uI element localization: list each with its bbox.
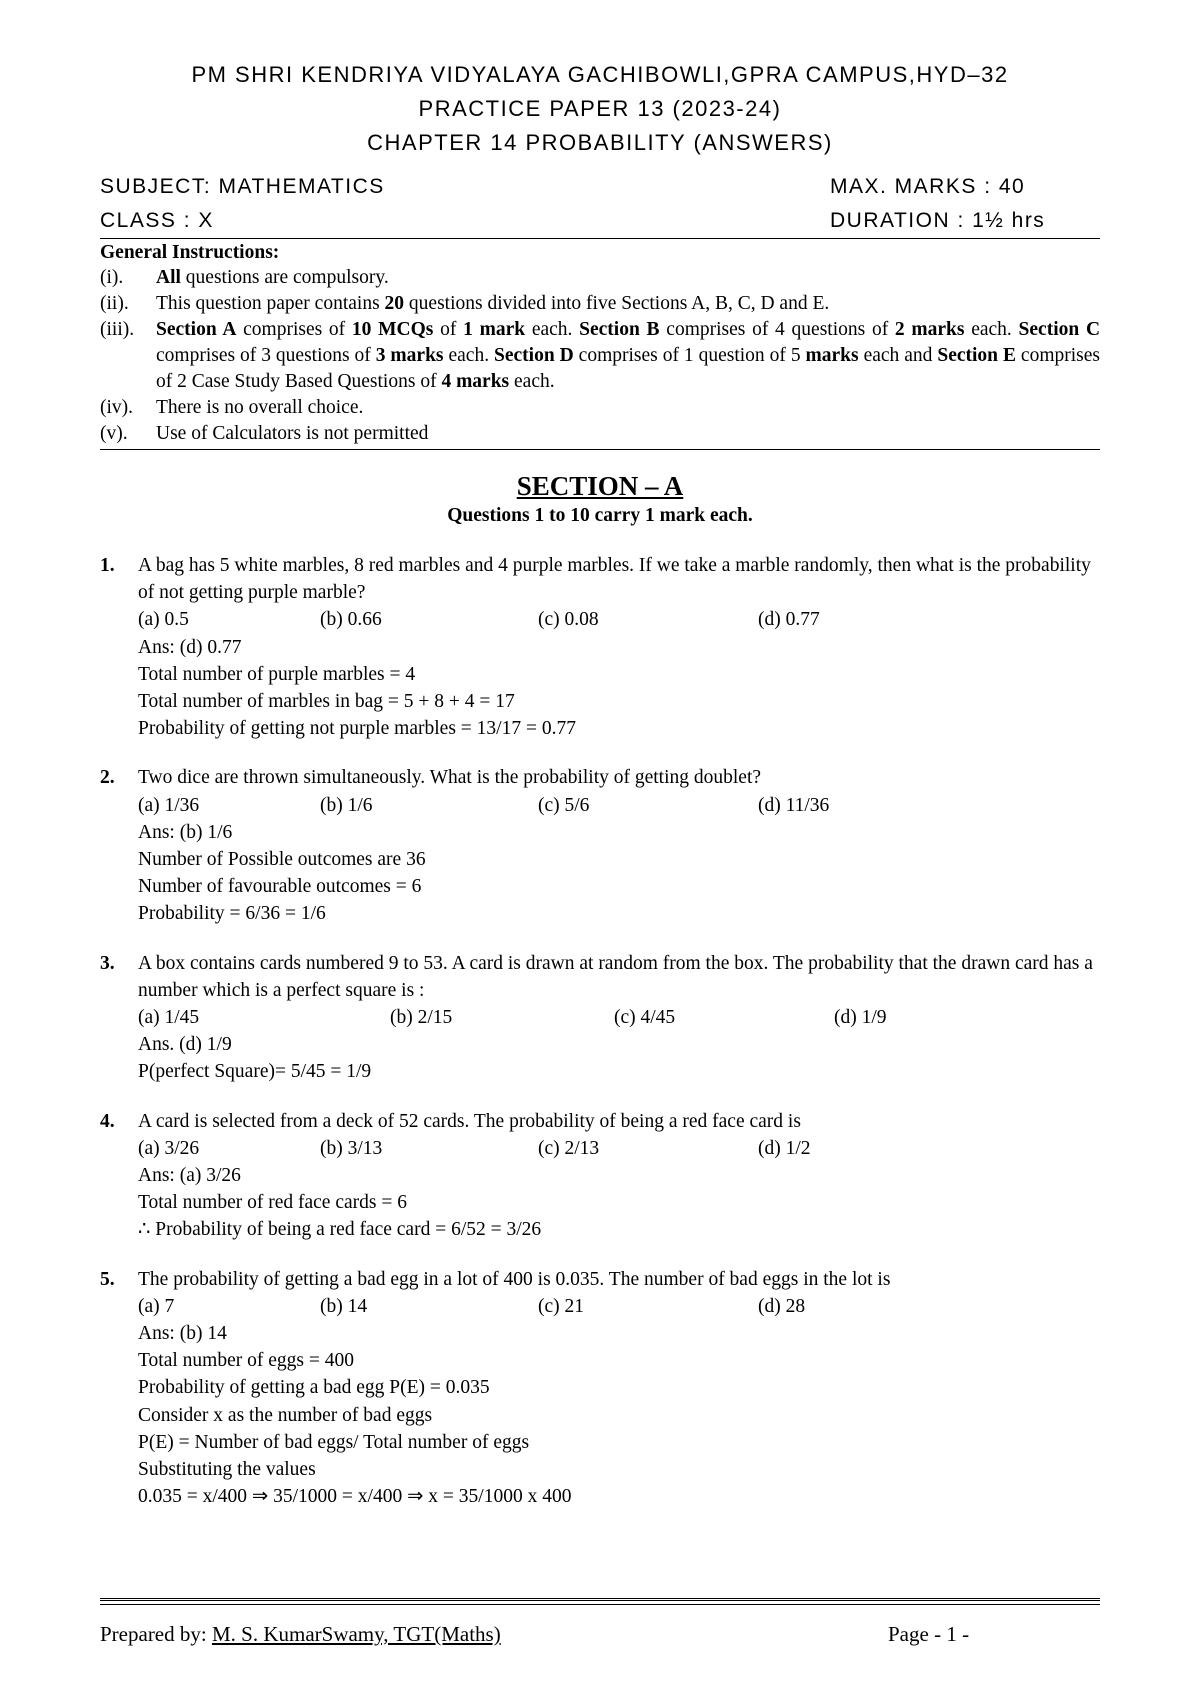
answer-line: Probability of getting a bad egg P(E) = 0.035 xyxy=(138,1377,490,1399)
page-number: Page - 1 - xyxy=(888,1622,970,1646)
option-d: (d) 1/2 xyxy=(758,1137,811,1159)
class-label: CLASS : X xyxy=(100,209,214,232)
option-b: (b) 0.66 xyxy=(320,609,382,631)
answer-line: Probability = 6/36 = 1/6 xyxy=(138,903,326,925)
meta-row-1 xyxy=(100,170,1100,204)
answer-line: Ans: (a) 3/26 xyxy=(138,1165,241,1186)
answer-line: Total number of eggs = 400 xyxy=(138,1350,354,1372)
option-b: (b) 14 xyxy=(320,1295,368,1317)
answer-line: Substituting the values xyxy=(138,1459,316,1481)
option-c: (c) 2/13 xyxy=(538,1137,600,1159)
question-4: 4. A card is selected from a deck of 52 cards. The probability of being a red face card is (a) 3/26 (b) 3/13 (c) 2/13 (d) 1/2 Ans: (a) 3/26 Total number of red face cards = 6 ∴ Probability of being a red face card = 6/52 = 3/26 xyxy=(100,1108,1100,1244)
options-row xyxy=(138,1004,1100,1031)
options-row xyxy=(138,792,1100,819)
option-a: (a) 3/26 xyxy=(138,1137,200,1159)
option-c: (c) 21 xyxy=(538,1295,585,1317)
question-text: The probability of getting a bad egg in a lot of 400 is 0.035. The number of bad eggs in the lot is xyxy=(138,1268,891,1290)
question-text: A bag has 5 white marbles, 8 red marbles and 4 purple marbles. If we take a marble randomly, then what is the probability of not getting purple marble? xyxy=(138,555,1091,604)
answer-line: Number of favourable outcomes = 6 xyxy=(138,876,422,898)
option-c: (c) 0.08 xyxy=(538,609,599,631)
answer-line: 0.035 = x/400 ⇒ 35/1000 = x/400 ⇒ x = 35/1000 x 400 xyxy=(138,1486,572,1508)
question-3: 3. A box contains cards numbered 9 to 53. A card is drawn at random from the box. The probability that the drawn card has a number which is a perfect square is : (a) 1/45 (b) 2/15 (c) 4/45 (d) 1/9 Ans. (d) 1/9 P(perfect Square)= 5/45 = 1/9 xyxy=(100,950,1100,1086)
answer-line: Consider x as the number of bad eggs xyxy=(138,1404,433,1426)
answer-line: Probability of getting not purple marbles = 13/17 = 0.77 xyxy=(138,718,576,740)
answer-line: P(E) = Number of bad eggs/ Total number of eggs xyxy=(138,1431,530,1453)
answer-line: ∴ Probability of being a red face card = 6/52 = 3/26 xyxy=(138,1219,542,1241)
divider xyxy=(100,449,1100,450)
page-footer xyxy=(100,1622,1100,1647)
option-a: (a) 0.5 xyxy=(138,609,189,631)
instruction-item: (ii). This question paper contains 20 questions divided into five Sections A, B, C, D and E. xyxy=(100,293,830,314)
school-name: PM SHRI KENDRIYA VIDYALAYA GACHIBOWLI,GPRA CAMPUS,HYD–32 xyxy=(191,62,1009,87)
question-2: 2. Two dice are thrown simultaneously. What is the probability of getting doublet? (a) 1/36 (b) 1/6 (c) 5/6 (d) 11/36 Ans: (b) 1/6 Number of Possible outcomes are 36 Number of favourable outcomes = 6 Probability = 6/36 = 1/6 xyxy=(100,764,1100,927)
answer-line: Total number of red face cards = 6 xyxy=(138,1192,407,1214)
option-a: (a) 7 xyxy=(138,1295,175,1317)
section-title: SECTION – A xyxy=(516,471,684,501)
answer-line: Total number of marbles in bag = 5 + 8 + 4 = 17 xyxy=(138,691,515,712)
option-d: (d) 0.77 xyxy=(758,609,820,631)
question-text: Two dice are thrown simultaneously. What is the probability of getting doublet? xyxy=(138,767,762,789)
options-row xyxy=(138,606,1100,633)
option-d: (d) 1/9 xyxy=(834,1007,887,1029)
option-b: (b) 3/13 xyxy=(320,1137,383,1159)
document-page xyxy=(100,58,1100,1510)
answer-line: Ans. (d) 1/9 xyxy=(138,1034,232,1056)
option-d: (d) 28 xyxy=(758,1295,806,1317)
question-text: A box contains cards numbered 9 to 53. A card is drawn at random from the box. The probability that the drawn card has a number which is a perfect square is : xyxy=(138,952,1093,1001)
question-1: 1. A bag has 5 white marbles, 8 red marbles and 4 purple marbles. If we take a marble randomly, then what is the probability of not getting purple marble? (a) 0.5 (b) 0.66 (c) 0.08 (d) 0.77 Ans: (d) 0.77 Total number of purple marbles = 4 Total number of marbles in bag = 5 + 8 + 4 = 17 Probability of getting not purple marbles = 13/17 = 0.77 xyxy=(100,552,1100,742)
chapter-title: CHAPTER 14 PROBABILITY (ANSWERS) xyxy=(367,130,833,155)
meta-row-2 xyxy=(100,204,1100,238)
option-b: (b) 1/6 xyxy=(320,794,373,816)
question-5: 5. The probability of getting a bad egg in a lot of 400 is 0.035. The number of bad eggs in the lot is (a) 7 (b) 14 (c) 21 (d) 28 Ans: (b) 14 Total number of eggs = 400 Probability of getting a bad egg P(E) = 0.035 Consider x as the number of bad eggs P(E) = Number of bad eggs/ Total number of eggs Substituting the values 0.035 = x/400 ⇒ 35/1000 = x/400 ⇒ x = 35/1000 x 400 xyxy=(100,1266,1100,1511)
answer-line: Total number of purple marbles = 4 xyxy=(138,663,416,685)
prepared-by-label: Prepared by: xyxy=(100,1622,212,1646)
options-row xyxy=(138,1135,1100,1162)
question-text: A card is selected from a deck of 52 cards. The probability of being a red face card is xyxy=(138,1110,801,1132)
answer-line: Number of Possible outcomes are 36 xyxy=(138,849,426,870)
general-instructions xyxy=(100,241,1100,447)
option-a: (a) 1/45 xyxy=(138,1007,200,1029)
author-name: M. S. KumarSwamy, TGT(Maths) xyxy=(211,1622,501,1646)
instructions-title: General Instructions: xyxy=(100,242,280,263)
option-d: (d) 11/36 xyxy=(758,794,830,816)
question-list xyxy=(100,552,1100,1510)
options-row xyxy=(138,1293,1100,1320)
option-c: (c) 5/6 xyxy=(538,794,590,816)
instruction-item: (v). Use of Calculators is not permitted xyxy=(100,423,429,444)
paper-title: PRACTICE PAPER 13 (2023-24) xyxy=(418,96,782,121)
duration-label: DURATION : 1½ hrs xyxy=(830,209,1046,232)
instruction-item: (iii). Section A comprises of 10 MCQs of 1 mark each. Section B comprises of 4 questions of 2 marks each. Section C comprises of 3 questions of 3 marks each. Section D comprises of 1 question of 5 marks each and Section E comprises of 2 Case Study Based Questions of 4 marks each. xyxy=(100,319,1101,392)
max-marks-label: MAX. MARKS : 40 xyxy=(830,175,1026,198)
answer-line: P(perfect Square)= 5/45 = 1/9 xyxy=(138,1061,372,1083)
option-a: (a) 1/36 xyxy=(138,794,200,816)
answer-line: Ans: (b) 1/6 xyxy=(138,821,233,843)
subject-label: SUBJECT: MATHEMATICS xyxy=(100,175,385,198)
answer-line: Ans: (b) 14 xyxy=(138,1323,227,1344)
instruction-item: (i). All questions are compulsory. xyxy=(100,267,389,288)
answer-line: Ans: (d) 0.77 xyxy=(138,636,242,658)
divider xyxy=(100,238,1100,239)
footer-divider xyxy=(100,1598,1100,1605)
section-subtitle: Questions 1 to 10 carry 1 mark each. xyxy=(447,505,753,526)
option-b: (b) 2/15 xyxy=(390,1007,453,1029)
option-c: (c) 4/45 xyxy=(614,1007,676,1029)
instruction-item: (iv). There is no overall choice. xyxy=(100,397,364,418)
